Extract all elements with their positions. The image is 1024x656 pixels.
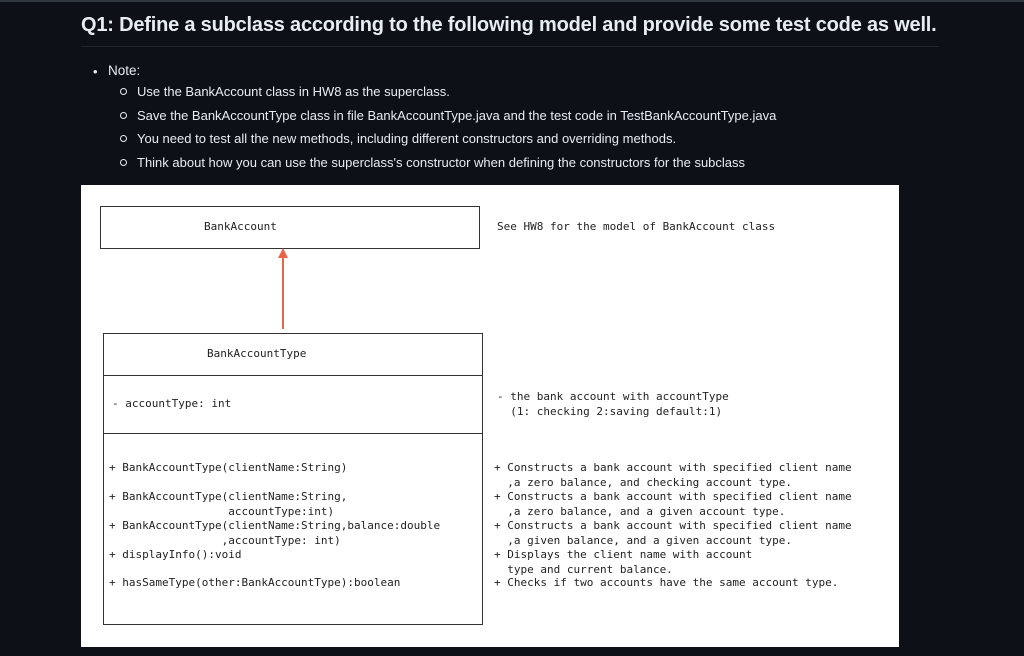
note-item [120, 155, 745, 170]
note-item-text: Think about how you can use the superclass's constructor when defining the constructors for the subclass [137, 155, 746, 170]
uml-diagram [81, 185, 899, 647]
page-title: Q1: Define a subclass according to the following model and provide some test code as well. [81, 14, 937, 36]
circle-bullet-icon [120, 88, 127, 95]
method-description: + Constructs a bank account with specified client name ,a zero balance, and a given account type. [494, 490, 852, 518]
note-item-text: You need to test all the new methods, including different constructors and overriding methods. [137, 131, 677, 146]
bullet-icon: • [93, 64, 98, 79]
superclass-name: BankAccount [204, 220, 277, 233]
subclass-methods-box [103, 433, 483, 625]
subclass-name: BankAccountType [207, 347, 307, 360]
method-signature: + displayInfo():void [109, 548, 242, 561]
superclass-box [100, 206, 480, 249]
method-signature: + BankAccountType(clientName:String,balance:double ,accountType: int) [109, 519, 441, 547]
method-description: + Constructs a bank account with specified client name ,a zero balance, and checking account type. [494, 461, 852, 489]
method-description: + Checks if two accounts have the same account type. [494, 576, 839, 589]
inheritance-arrow-line [282, 257, 284, 329]
arrow-up-icon [278, 248, 288, 258]
method-signature: + BankAccountType(clientName:String) [109, 461, 348, 474]
top-border [0, 0, 1024, 2]
field-description: - the bank account with accountType (1: checking 2:saving default:1) [497, 390, 729, 418]
superclass-description: See HW8 for the model of BankAccount class [497, 220, 776, 233]
circle-bullet-icon [120, 135, 127, 142]
method-signature: + hasSameType(other:BankAccountType):boolean [109, 576, 401, 589]
subclass-name-box [103, 333, 483, 376]
note-item [120, 108, 776, 123]
note-item-text: Save the BankAccountType class in file BankAccountType.java and the test code in TestBankAccountType.java [137, 108, 777, 123]
subclass-field: - accountType: int [112, 397, 232, 410]
note-item-text: Use the BankAccount class in HW8 as the superclass. [137, 84, 450, 99]
method-signature: + BankAccountType(clientName:String, accountType:int) [109, 490, 348, 518]
note-item [120, 131, 676, 146]
circle-bullet-icon [120, 112, 127, 119]
note-item [120, 84, 450, 99]
circle-bullet-icon [120, 159, 127, 166]
note-label: Note: [108, 63, 141, 78]
subclass-field-box [103, 375, 483, 434]
method-description: + Displays the client name with account type and current balance. [494, 548, 753, 576]
method-description: + Constructs a bank account with specified client name ,a given balance, and a given account type. [494, 519, 852, 547]
title-divider [81, 46, 939, 47]
